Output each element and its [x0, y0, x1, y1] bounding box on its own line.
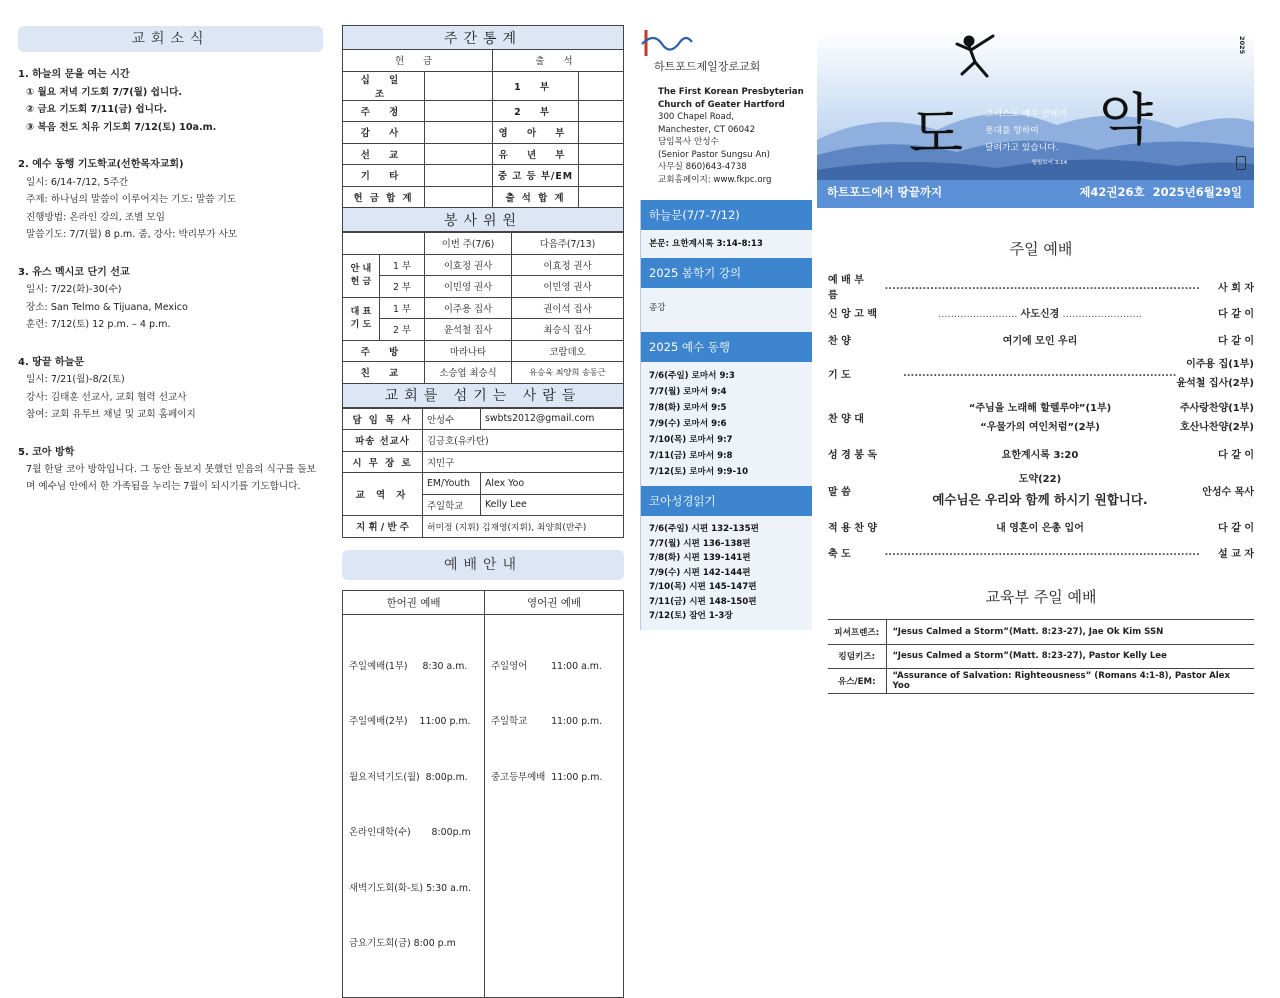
education-title: 교육부 주일 예배	[985, 588, 1097, 606]
walk-item: 7/10(목) 로마서 9:7	[649, 435, 733, 445]
offering-header: 헌 금	[343, 50, 493, 72]
church-name-kr: 하트포드제일장로교회	[654, 60, 761, 73]
walk-item: 7/11(금) 로마서 9:8	[649, 451, 733, 461]
order-item	[910, 399, 1170, 437]
news-line: 말씀기도: 7/7(월) 8 p.m. 줌, 강사: 박리부가 사모	[26, 229, 238, 240]
banner-motto: 하트포드에서 땅끝까지	[827, 185, 943, 199]
homepage: 교회홈페이지: www.fkpc.org	[658, 174, 772, 185]
reading-list	[641, 516, 812, 630]
weekly-stats-table	[342, 25, 624, 232]
attendance-value	[579, 122, 624, 144]
attendance-label: 1 부	[493, 71, 579, 100]
news-section	[18, 26, 323, 507]
walk-item: 7/8(화) 로마서 9:5	[649, 403, 727, 413]
worship-time: 중고등부예배 11:00 p.m.	[491, 771, 603, 783]
education-sermon: “Assurance of Salvation: Righteousness” (Romans 4:1-8), Pastor Alex Yoo	[886, 669, 1254, 694]
offering-label: 주 정	[343, 100, 425, 122]
part-label: 1 부	[379, 254, 424, 276]
bookmark-icon	[1236, 156, 1246, 170]
usher-next: 이민영 권사	[511, 276, 623, 298]
news-body: 7월 한달 코아 방학입니다. 그 동안 돌보지 못했던 믿음의 식구를 돌보며 예수님 안에서 한 가족됨을 누리는 7월이 되시기를 기도합니다.	[26, 464, 316, 492]
education-row	[828, 644, 1254, 669]
walk-item: 7/12(토) 로마서 9:9-10	[649, 467, 749, 477]
church-address: Manchester, CT 06042	[658, 124, 756, 135]
order-row	[828, 353, 1254, 395]
logo-icon	[640, 28, 700, 58]
order-row	[828, 513, 1254, 540]
news-item	[18, 156, 323, 244]
staff-table	[342, 408, 624, 538]
worship-header: 예배안내	[342, 550, 624, 580]
attendance-value	[579, 71, 624, 100]
education-dept: 피셔프렌즈:	[828, 620, 886, 645]
offering-total-value	[425, 186, 493, 208]
news-title: 3. 유스 멕시코 단기 선교	[18, 266, 130, 278]
education-sermon: “Jesus Calmed a Storm”(Matt. 8:23-27), Jae Ok Kim SSN	[886, 620, 1254, 645]
rep-prayer-label: 대 표 기 도	[343, 297, 380, 340]
rep-this: 윤석철 집사	[425, 319, 512, 341]
order-row	[828, 395, 1254, 441]
walk-title: 2025 예수 동행	[641, 332, 812, 362]
news-line: 참여: 교회 유투브 채널 및 교회 홈페이지	[26, 409, 196, 420]
attendance-value	[579, 100, 624, 122]
news-line: 장소: San Telmo & Tijuana, Mexico	[26, 301, 188, 313]
usher-this: 이효정 권사	[425, 254, 512, 276]
staff-label: 담 임 목 사	[343, 408, 423, 430]
pastor-email: swbts2012@gmail.com	[481, 408, 624, 430]
order-content: ......................... 사도신경 .........................	[938, 309, 1142, 321]
anthem-line: “우물가의 여인처럼”(2부)	[980, 421, 1100, 433]
service-blank-cell	[343, 233, 425, 255]
news-item	[18, 354, 323, 424]
news-title: 5. 코아 방학	[18, 446, 75, 458]
verse-line: 그리스도 예수 안에서	[985, 109, 1068, 119]
order-row	[828, 540, 1254, 567]
fellowship-label: 친 교	[343, 362, 425, 384]
kr-worship-header: 한어권 예배	[343, 590, 485, 614]
pastor-kr: 담임목사 안성수	[658, 137, 719, 147]
order-label: 적 용 찬 양	[828, 522, 878, 534]
news-item	[18, 264, 323, 334]
attendance-header: 출 석	[493, 50, 624, 72]
education-dept: 유스/EM:	[828, 669, 886, 694]
order-leader: 다 같 이	[1218, 522, 1254, 534]
attendance-total-label: 출 석 합 계	[493, 186, 579, 208]
staff-value: 안성수	[423, 408, 481, 430]
offering-value	[425, 143, 493, 165]
prayer-title: 하늘문(7/7-7/12)	[641, 200, 812, 230]
next-week-header: 다음주(7/13)	[511, 233, 623, 255]
order-leader: 설 교 자	[1218, 549, 1254, 561]
order-title: 주일 예배	[1009, 240, 1073, 258]
side-panel	[640, 200, 812, 630]
spring-text: 종강	[649, 303, 666, 313]
attendance-label: 유 년 부	[493, 143, 579, 165]
edu-staff-label: 교 역 자	[343, 473, 423, 516]
kr-worship-list	[343, 614, 485, 997]
worship-time: 주일예배(1부) 8:30 a.m.	[349, 660, 468, 672]
order-row	[828, 326, 1254, 353]
banner-title-char: 약	[1099, 88, 1154, 153]
part-label: 1 부	[379, 297, 424, 319]
leader-line: 이주용 집(1부)	[1186, 358, 1254, 370]
order-leader: 사 회 자	[1218, 282, 1254, 294]
banner-issue: 제42권26호 2025년6월29일	[1079, 185, 1242, 199]
staff-value: 지민구	[423, 451, 624, 473]
news-item	[18, 444, 323, 496]
order-label: 축 도	[828, 549, 851, 561]
staff-label: 시 무 장 로	[343, 451, 423, 473]
staff-value: 김긍호(유카탄)	[423, 430, 624, 452]
reading-item: 7/8(화) 시편 139-141편	[649, 553, 751, 563]
edu-dept: EM/Youth	[423, 473, 481, 495]
sermon-number: 도약(22)	[1018, 474, 1062, 485]
stats-section	[342, 25, 624, 998]
reading-title: 코아성경읽기	[641, 486, 812, 516]
education-sermon: “Jesus Calmed a Storm”(Matt. 8:23-27), Pastor Kelly Lee	[886, 644, 1254, 669]
offering-value	[425, 122, 493, 144]
leader-line: 주사랑찬양(1부)	[1179, 402, 1254, 414]
worship-time: 새벽기도회(화-토) 5:30 a.m.	[349, 882, 471, 894]
staff-label: 파송 선교사	[343, 430, 423, 452]
usher-next: 이효정 권사	[511, 254, 623, 276]
verse-ref: 빌립보서 3:14	[1031, 160, 1068, 166]
part-label: 2 부	[379, 276, 424, 298]
order-item: 요한계시록 3:20	[1001, 450, 1079, 462]
offering-label: 기 타	[343, 165, 425, 187]
church-logo	[640, 28, 812, 80]
sermon-item	[910, 470, 1170, 510]
education-row	[828, 669, 1254, 694]
attendance-label: 중 고 등 부/EM	[493, 165, 579, 187]
news-line: 일시: 7/21(월)-8/2(토)	[26, 374, 125, 385]
order-leader	[1170, 399, 1254, 437]
worship-time: 주일영어 11:00 a.m.	[491, 660, 602, 672]
offering-label: 감 사	[343, 122, 425, 144]
news-line: 일시: 6/14-7/12, 5주간	[26, 176, 129, 188]
usher-this: 이민영 권사	[425, 276, 512, 298]
order-row	[828, 300, 1254, 327]
fellowship-next: 유승욱 최양희 송동근	[511, 362, 623, 384]
news-line: 일시: 7/22(화)-30(수)	[26, 284, 122, 295]
news-line: ② 금요 기도회 7/11(금) 쉽니다.	[26, 104, 167, 115]
kitchen-label: 주 방	[343, 340, 425, 362]
news-item	[18, 66, 323, 136]
order-row	[828, 441, 1254, 468]
offering-total-label: 헌 금 합 계	[343, 186, 425, 208]
order-label: 찬 양 대	[828, 414, 864, 425]
spring-title: 2025 봄학기 강의	[641, 258, 812, 288]
order-leader: 다 같 이	[1218, 309, 1254, 321]
offering-value	[425, 100, 493, 122]
choir-value: 허미정 (지휘) 김재영(지휘), 최양희(반주)	[423, 516, 624, 538]
worship-time: 주일예배(2부) 11:00 p.m.	[349, 716, 471, 727]
order-label: 기 도	[828, 370, 851, 381]
attendance-total-value	[579, 186, 624, 208]
attendance-label: 2 부	[493, 100, 579, 122]
en-worship-list	[485, 614, 624, 997]
offering-label: 십 일 조	[343, 71, 425, 100]
banner-verse	[985, 106, 1067, 172]
reading-item: 7/10(목) 시편 145-147편	[649, 582, 757, 592]
usher-label: 안 내 헌 금	[343, 254, 380, 297]
banner-side-mark: 2025	[1238, 36, 1246, 55]
worship-time: 금요기도회(금) 8:00 p.m	[349, 938, 456, 949]
education-dept: 킹덤키즈:	[828, 644, 886, 669]
sermon-title: 예수님은 우리와 함께 하시기 원합니다.	[932, 492, 1148, 507]
pastor-en: (Senior Pastor Sungsu An)	[658, 149, 771, 160]
news-title: 2. 예수 동행 기도학교(선한목자교회)	[18, 159, 184, 170]
rep-this: 이주용 집사	[425, 297, 512, 319]
order-leader: 다 같 이	[1218, 335, 1254, 347]
verse-line: 달려가고 있습니다.	[985, 143, 1059, 153]
choir-label: 지 휘 / 반 주	[343, 516, 423, 538]
order-dots: ...................................................................................	[884, 547, 1200, 559]
office-phone: 사무실 860)643-4738	[658, 162, 747, 172]
attendance-label: 영 아 부	[493, 122, 579, 144]
order-leader	[1176, 355, 1254, 393]
reading-item: 7/7(월) 시편 136-138편	[649, 538, 751, 549]
news-title: 1. 하늘의 문을 여는 시간	[18, 69, 130, 80]
news-line: 훈련: 7/12(토) 12 p.m. – 4 p.m.	[26, 319, 171, 330]
staff-header: 교회를 섬기는 사람들	[343, 383, 624, 407]
walk-item: 7/7(월) 로마서 9:4	[649, 387, 727, 397]
walk-item: 7/6(주일) 로마서 9:3	[649, 371, 735, 381]
news-line: 진행방법: 온라인 강의, 조별 모임	[26, 211, 165, 223]
order-dots: ...................................................................................	[884, 280, 1200, 292]
offering-value	[425, 165, 493, 187]
order-of-worship	[828, 222, 1254, 694]
rep-next: 최승식 집사	[511, 319, 623, 341]
kitchen-this: 마라나타	[425, 340, 512, 362]
rep-next: 권이석 집사	[511, 297, 623, 319]
church-info-column	[640, 28, 812, 630]
order-label: 예 배 부 름	[828, 275, 864, 302]
fellowship-this: 소승엽 최승식	[425, 362, 512, 384]
walk-item: 7/9(수) 로마서 9:6	[649, 419, 727, 429]
anthem-line: “주님을 노래해 할렐루야”(1부)	[968, 402, 1112, 414]
cover-banner	[817, 30, 1254, 208]
order-label: 성 경 봉 독	[828, 450, 878, 462]
edu-person: Alex Yoo	[481, 473, 624, 495]
news-line: 강사: 김태훈 선교사, 교회 협력 선교사	[26, 391, 187, 403]
order-row	[828, 467, 1254, 513]
en-worship-header: 영어권 예배	[485, 590, 624, 614]
order-item: 여기에 모인 우리	[1002, 335, 1078, 347]
order-item: 내 영혼이 은총 입어	[996, 522, 1084, 534]
order-label: 신 앙 고 백	[828, 309, 878, 321]
order-label: 찬 양	[828, 335, 851, 347]
this-week-header: 이번 주(7/6)	[425, 233, 512, 255]
service-table	[342, 232, 624, 408]
church-address-block	[640, 86, 812, 186]
attendance-value	[579, 143, 624, 165]
news-header: 교회소식	[18, 26, 323, 52]
walk-list	[641, 362, 812, 486]
education-table	[828, 619, 1254, 694]
order-label: 말 씀	[828, 486, 851, 498]
worship-time: 온라인대학(수) 8:00p.m	[349, 827, 471, 838]
kitchen-next: 코람데오	[511, 340, 623, 362]
order-item: 사도신경	[1020, 309, 1060, 321]
church-name-en: Church of Geater Hartford	[658, 99, 785, 110]
service-header: 봉사위원	[343, 208, 624, 232]
leader-line: 호산나찬양(2부)	[1179, 421, 1254, 433]
worship-table	[342, 590, 624, 998]
order-leader: 다 같 이	[1218, 450, 1254, 462]
attendance-value	[579, 165, 624, 187]
banner-title-char: 도	[909, 102, 964, 167]
education-row	[828, 620, 1254, 645]
reading-item: 7/9(수) 시편 142-144편	[649, 567, 751, 578]
reading-item: 7/12(토) 잠언 1-3장	[649, 611, 733, 621]
verse-line: 푯대를 향하여	[985, 126, 1039, 136]
edu-dept: 주일학교	[423, 494, 481, 516]
news-line: 주제: 하나님의 말씀이 이루어지는 기도: 말씀 기도	[26, 194, 237, 205]
leader-line: 윤석철 집사(2부)	[1176, 377, 1254, 389]
news-line: ③ 복음 전도 치유 기도회 7/12(토) 10a.m.	[26, 121, 217, 133]
offering-value	[425, 71, 493, 100]
order-leader: 안성수 목사	[1202, 486, 1254, 498]
part-label: 2 부	[379, 319, 424, 341]
reading-item: 7/6(주일) 시편 132-135편	[649, 524, 759, 534]
reading-item: 7/11(금) 시편 148-150편	[649, 596, 757, 607]
news-line: ① 월요 저녁 기도회 7/7(월) 쉽니다.	[26, 86, 183, 98]
news-title: 4. 땅끝 하늘문	[18, 356, 85, 368]
offering-label: 선 교	[343, 143, 425, 165]
order-dots: ........................................................................	[902, 368, 1177, 379]
prayer-text: 본문: 요한계시록 3:14-8:13	[649, 239, 763, 249]
weekly-stats-header: 주간통계	[343, 26, 624, 50]
edu-person: Kelly Lee	[481, 494, 624, 516]
worship-time: 월요저녁기도(월) 8:00p.m.	[349, 771, 468, 783]
worship-time: 주일학교 11:00 p.m.	[491, 716, 603, 727]
order-row	[828, 273, 1254, 300]
church-name-en: The First Korean Presbyterian	[658, 87, 804, 97]
church-address: 300 Chapel Road,	[658, 112, 735, 122]
